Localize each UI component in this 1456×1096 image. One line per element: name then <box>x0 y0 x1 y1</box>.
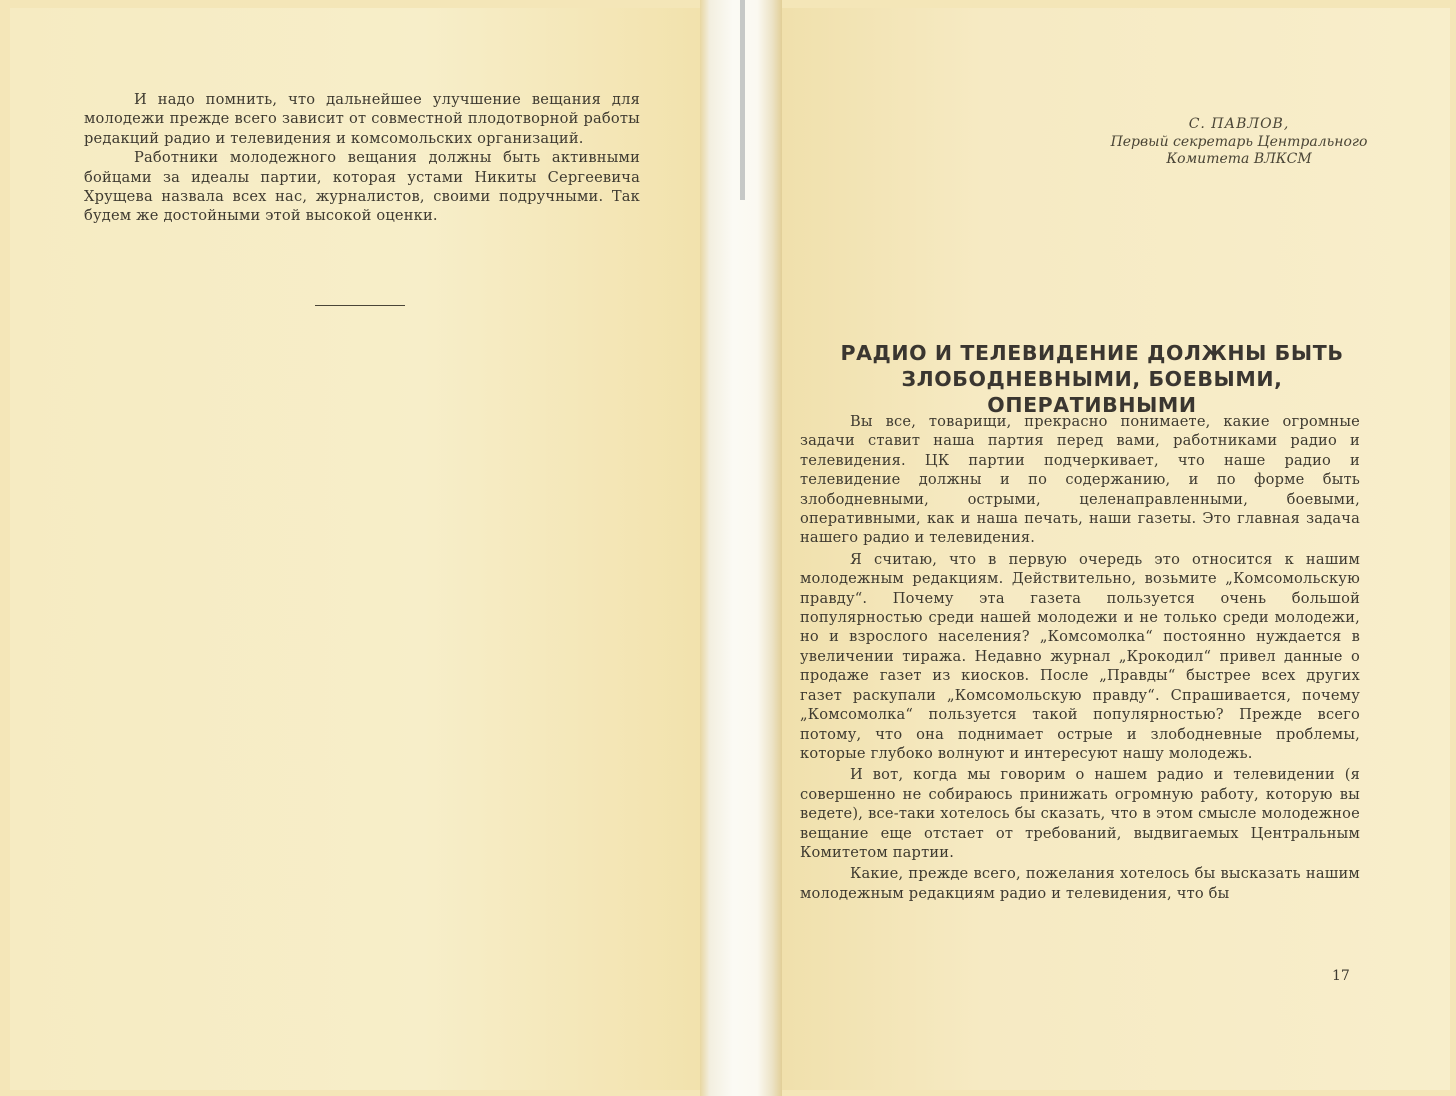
section-end-rule <box>315 305 405 306</box>
left-paragraph-2: Работники молодежного вещания должны быть активными бойцами за идеалы партии, которая устами Никиты Сергеевича Хрущева назвала всех нас, журналистов, своими подручными. Так будем же достойными этой высокой оценки. <box>84 149 640 225</box>
author-name: С. ПАВЛОВ, <box>1188 116 1290 132</box>
left-page <box>10 8 700 1090</box>
left-paragraph-1: И надо помнить, что дальнейшее улучшение вещания для молодежи прежде всего зависит от совместной плодотворной работы редакций радио и телевидения и комсомольских организаций. <box>84 91 640 147</box>
page-number: 17 <box>1332 968 1350 984</box>
right-page <box>782 8 1450 1090</box>
right-paragraph-2: Я считаю, что в первую очередь это относится к нашим молодежным редакциям. Действительно, возьмите „Комсомольскую правду“. Почему эта газета пользуется очень большой популярностью среди нашей молодежи и не только среди молодежи, но и взрослого населения? „Комсомолка“ постоянно нуждается в увеличении тиража. Недавно журнал „Крокодил“ привел данные о продаже газет из киосков. После „Правды“ быстрее всех других газет раскупали „Комсомольскую правду“. Спрашивается, почему „Комсомолка“ пользуется такой популярностью? Прежде всего потому, что она поднимает острые и злободневные проблемы, которые глубоко волнуют и интересуют нашу молодежь. <box>800 550 1360 762</box>
right-paragraph-4: Какие, прежде всего, пожелания хотелось бы высказать нашим молодежным редакциям радио и телевидения, что бы <box>800 865 1360 902</box>
article-headline <box>802 340 1382 418</box>
right-paragraph-1: Вы все, товарищи, прекрасно понимаете, какие огромные задачи ставит наша партия перед вами, работниками радио и телевидения. ЦК партии подчеркивает, что наше радио и телевидение должны и по содержанию, и по форме быть злободневными, острыми, целенаправленными, боевыми, оперативными, как и наша печать, наши газеты. Это главная задача нашего радио и телевидения. <box>800 413 1360 547</box>
right-paragraph-3: И вот, когда мы говорим о нашем радио и телевидении (я совершенно не собираюсь принижать огромную работу, которую вы ведете), все-таки хотелось бы сказать, что в этом смысле молодежное вещание еще отстает от требований, выдвигаемых Центральным Комитетом партии. <box>800 766 1360 861</box>
author-block <box>1074 116 1404 169</box>
author-title-line-1: Первый секретарь Центрального <box>1110 133 1368 150</box>
left-page-text <box>84 90 640 226</box>
author-title-line-2: Комитета ВЛКСМ <box>1166 151 1312 167</box>
spine-shadow <box>740 0 745 200</box>
headline-line-2: ЗЛОБОДНЕВНЫМИ, БОЕВЫМИ, ОПЕРАТИВНЫМИ <box>901 367 1283 417</box>
right-page-text <box>800 412 1360 905</box>
headline-line-1: РАДИО И ТЕЛЕВИДЕНИЕ ДОЛЖНЫ БЫТЬ <box>840 341 1344 365</box>
